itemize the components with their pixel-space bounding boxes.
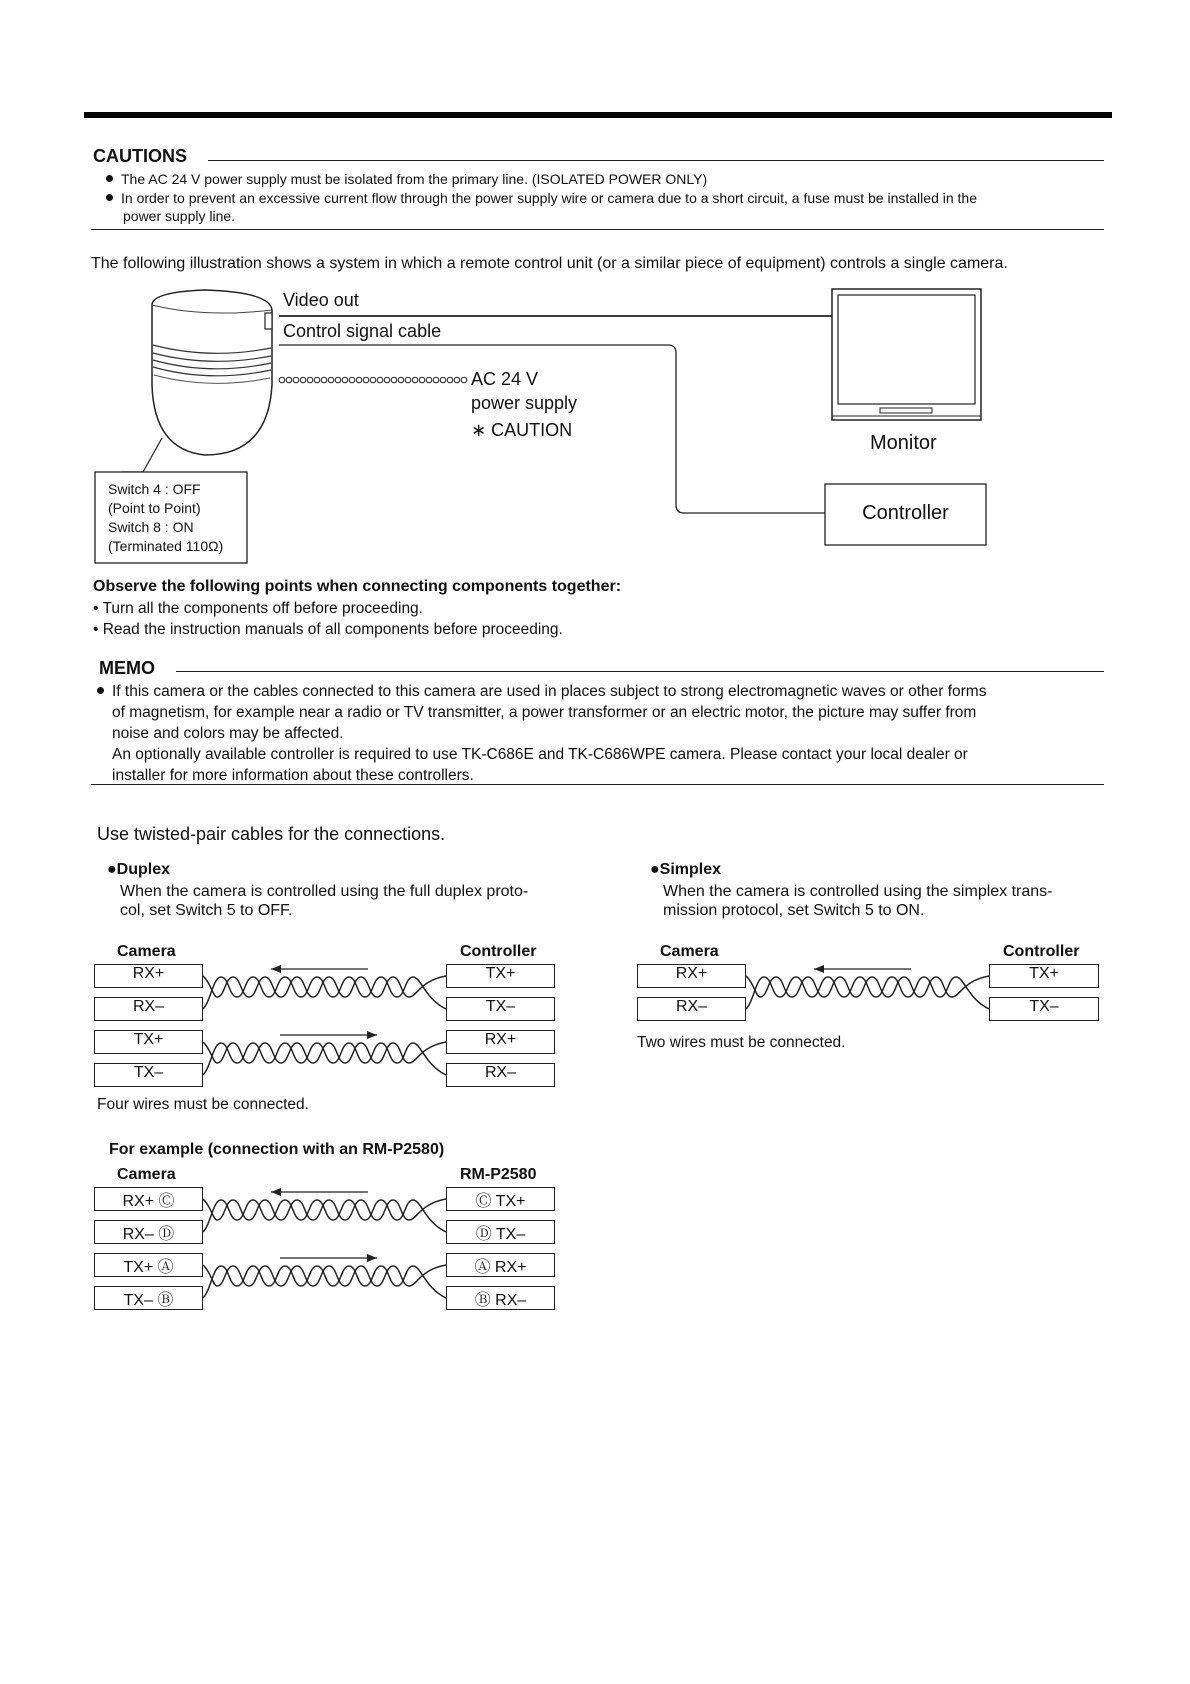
simplex-title: ●Simplex [650, 861, 722, 878]
duplex-title: ●Duplex [107, 861, 171, 878]
simplex-controller-tx-minus: TX– [989, 997, 1099, 1021]
duplex-desc-line: col, set Switch 5 to OFF. [120, 902, 293, 919]
video-out-label: Video out [283, 290, 359, 310]
caution-item-2 [106, 189, 1106, 207]
example-rm-tx-plus: Ⓒ TX+ [446, 1187, 555, 1211]
duplex-desc [120, 882, 528, 920]
memo-bottom-rule [91, 784, 1104, 785]
observe-item-2: • Read the instruction manuals of all components before proceeding. [93, 621, 563, 638]
simplex-camera-rx-plus: RX+ [637, 964, 746, 988]
example-camera-header: Camera [117, 1166, 176, 1183]
simplex-controller-tx-plus: TX+ [989, 964, 1099, 988]
example-title: For example (connection with an RM-P2580) [109, 1141, 445, 1158]
simplex-controller-header: Controller [1003, 943, 1080, 960]
caution-item-1 [106, 170, 1096, 188]
simplex-camera-header: Camera [660, 943, 719, 960]
cautions-bottom-rule [91, 229, 1104, 230]
memo-line: of magnetism, for example near a radio or TV transmitter, a power transformer or an electric motor, the picture may suffer from [112, 704, 977, 721]
twisted-pair-note: Use twisted-pair cables for the connections. [97, 824, 446, 844]
example-rm-rx-minus: Ⓑ RX– [446, 1286, 555, 1310]
example-camera-rx-minus: RX– Ⓓ [94, 1220, 203, 1244]
memo-line: noise and colors may be affected. [112, 725, 344, 742]
camera-dome-icon [152, 290, 272, 455]
switch-line: (Terminated 110Ω) [108, 538, 224, 554]
ac-power-cable [279, 377, 467, 383]
example-camera-tx-plus: TX+ Ⓐ [94, 1253, 203, 1277]
duplex-controller-rx-plus: RX+ [446, 1030, 555, 1054]
memo-body [97, 681, 1107, 786]
switch-line: (Point to Point) [108, 500, 201, 516]
switch-settings [108, 480, 223, 556]
duplex-controller-rx-minus: RX– [446, 1063, 555, 1087]
callout-line [143, 438, 162, 472]
monitor-label: Monitor [870, 432, 937, 454]
caution-text-3: power supply line. [123, 208, 236, 224]
simplex-desc-line: When the camera is controlled using the simplex trans- [663, 883, 1053, 900]
switch-line: Switch 4 : OFF [108, 481, 201, 497]
caution-text-2: In order to prevent an excessive current flow through the power supply wire or camera due to a short circuit, a fuse must be installed in the [121, 190, 977, 206]
simplex-desc [663, 882, 1053, 920]
duplex-controller-tx-plus: TX+ [446, 964, 555, 988]
switch-line: Switch 8 : ON [108, 519, 194, 535]
duplex-camera-rx-minus: RX– [94, 997, 203, 1021]
memo-line: installer for more information about these controllers. [112, 767, 474, 784]
example-camera-rx-plus: RX+ Ⓒ [94, 1187, 203, 1211]
simplex-note: Two wires must be connected. [637, 1034, 846, 1051]
intro-text: The following illustration shows a system in which a remote control unit (or a similar piece of equipment) controls a single camera. [91, 255, 1008, 272]
duplex-camera-rx-plus: RX+ [94, 964, 203, 988]
example-rm-rx-plus: Ⓐ RX+ [446, 1253, 555, 1277]
duplex-camera-tx-plus: TX+ [94, 1030, 203, 1054]
cautions-title: CAUTIONS [93, 146, 187, 166]
duplex-camera-tx-minus: TX– [94, 1063, 203, 1087]
example-camera-tx-minus: TX– Ⓑ [94, 1286, 203, 1310]
observe-title: Observe the following points when connecting components together: [93, 578, 622, 595]
example-twisted-pairs [203, 1178, 446, 1318]
ac-label: AC 24 V [471, 369, 539, 389]
memo-line: An optionally available controller is required to use TK-C686E and TK-C686WPE camera. Please contact your local dealer or [112, 746, 968, 763]
example-rm-tx-minus: Ⓓ TX– [446, 1220, 555, 1244]
bullet-icon [106, 175, 113, 182]
bullet-icon [97, 687, 104, 694]
memo-title-rule [176, 671, 1104, 672]
ac-caution-label: ∗ CAUTION [471, 420, 573, 440]
ac-power-label: power supply [471, 393, 578, 413]
duplex-desc-line: When the camera is controlled using the full duplex proto- [120, 883, 529, 900]
example-rm-header: RM-P2580 [460, 1166, 537, 1183]
observe-item-1: • Turn all the components off before proceeding. [93, 600, 423, 617]
cautions-title-rule [208, 160, 1104, 161]
simplex-camera-rx-minus: RX– [637, 997, 746, 1021]
simplex-desc-line: mission protocol, set Switch 5 to ON. [663, 902, 925, 919]
control-cable-label: Control signal cable [283, 321, 442, 341]
duplex-controller-tx-minus: TX– [446, 997, 555, 1021]
monitor-icon [832, 289, 981, 420]
duplex-camera-header: Camera [117, 943, 176, 960]
duplex-twisted-pairs [203, 955, 446, 1095]
bullet-icon [106, 194, 113, 201]
caution-text-1: The AC 24 V power supply must be isolated from the primary line. (ISOLATED POWER ONLY) [121, 171, 708, 187]
memo-line: If this camera or the cables connected to this camera are used in places subject to strong electromagnetic waves or other forms [97, 681, 1107, 702]
controller-label: Controller [862, 502, 949, 524]
simplex-twisted-pair [746, 955, 989, 1025]
duplex-note: Four wires must be connected. [97, 1096, 309, 1113]
top-rule [84, 112, 1112, 118]
memo-title: MEMO [99, 658, 155, 678]
duplex-controller-header: Controller [460, 943, 537, 960]
